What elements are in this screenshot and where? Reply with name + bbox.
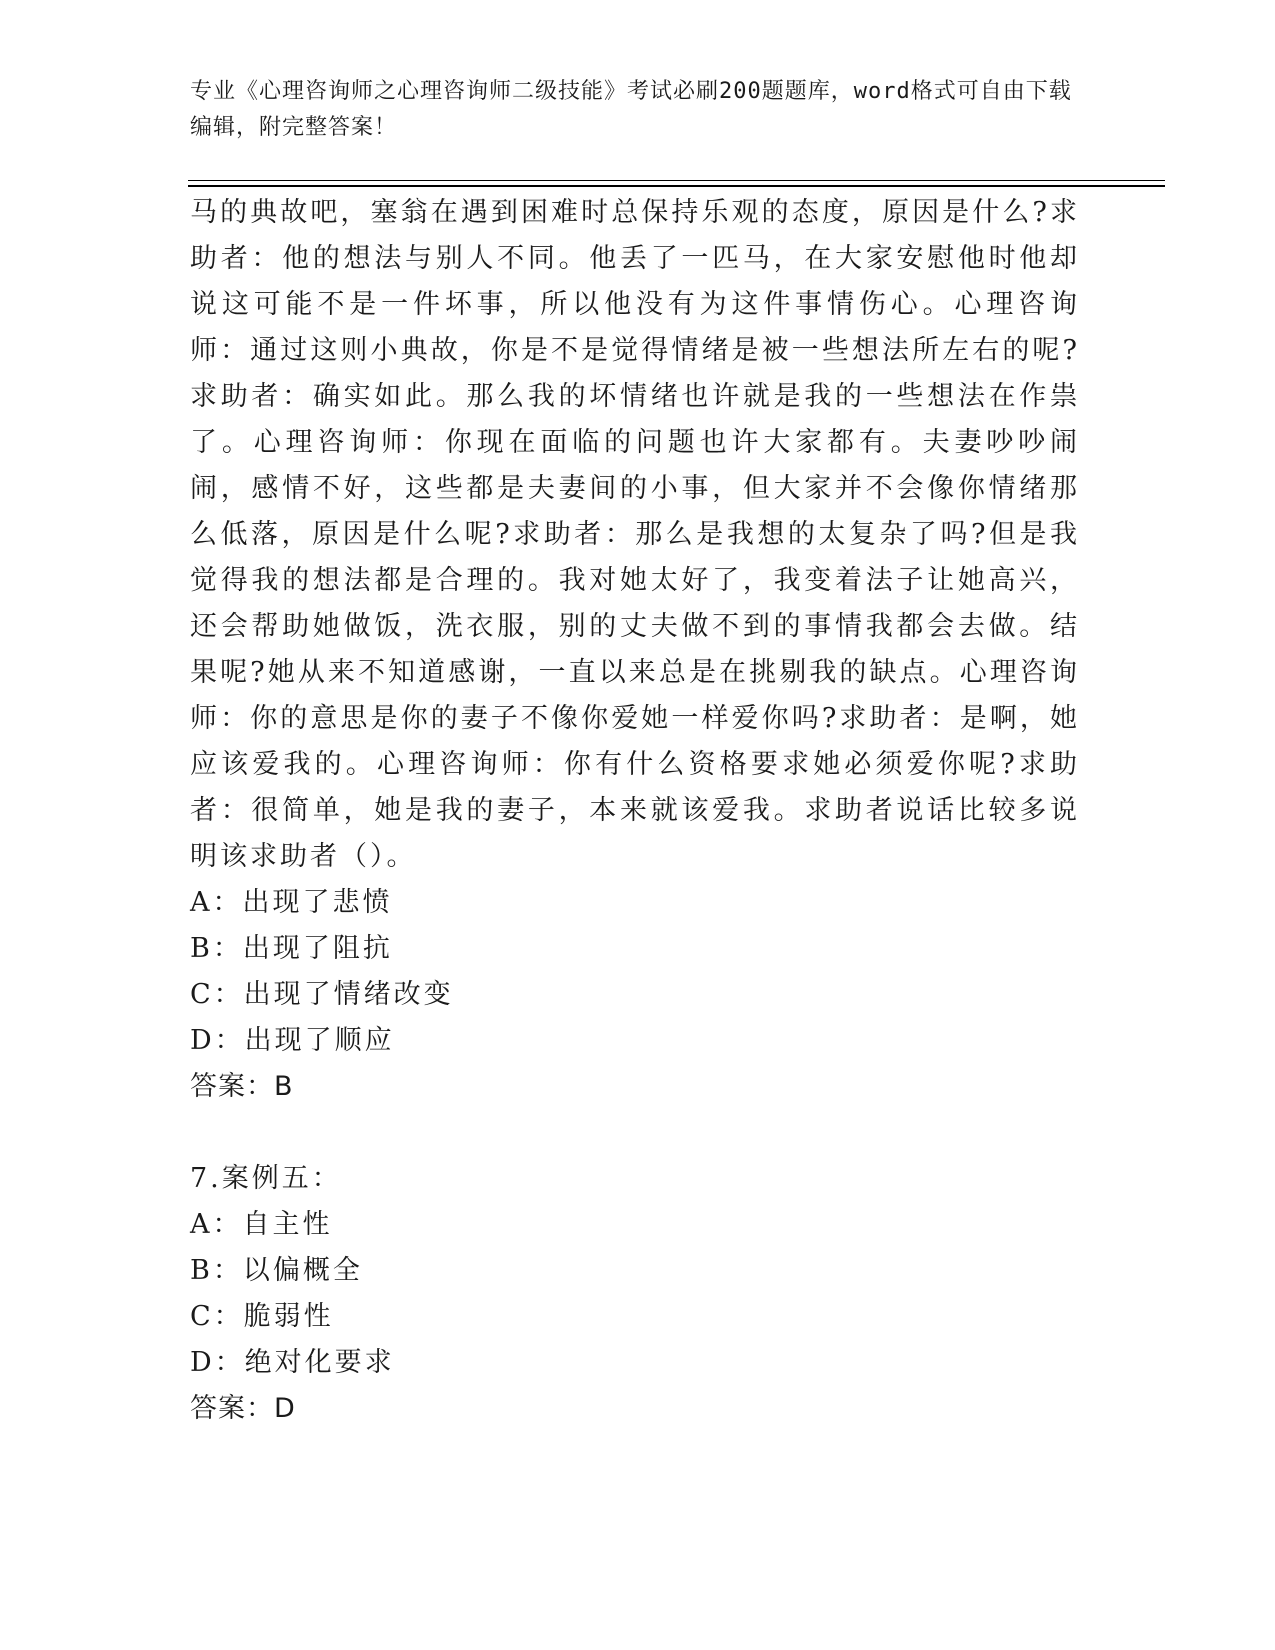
question-7-stem: 7.案例五： — [190, 1163, 342, 1194]
question-6-option-a: A：出现了悲愤 — [190, 887, 393, 918]
question-7-option-d: D：绝对化要求 — [190, 1347, 395, 1378]
question-7-answer: 答案：D — [190, 1393, 296, 1424]
question-spacer — [190, 1110, 1080, 1156]
document-body — [190, 190, 1080, 1432]
header-divider-thick — [188, 185, 1165, 187]
question-6-stem: 马的典故吧，塞翁在遇到困难时总保持乐观的态度，原因是什么?求助者：他的想法与别人不同。他丢了一匹马，在大家安慰他时他却说这可能不是一件坏事，所以他没有为这件事情伤心。心理咨询师：通过这则小典故，你是不是觉得情绪是被一些想法所左右的呢?求助者：确实如此。那么我的坏情绪也许就是我的一些想法在作祟了。心理咨询师：你现在面临的问题也许大家都有。夫妻吵吵闹闹，感情不好，这些都是夫妻间的小事，但大家并不会像你情绪那么低落，原因是什么呢?求助者：那么是我想的太复杂了吗?但是我觉得我的想法都是合理的。我对她太好了，我变着法子让她高兴，还会帮助她做饭，洗衣服，别的丈夫做不到的事情我都会去做。结果呢?她从来不知道感谢，一直以来总是在挑剔我的缺点。心理咨询师：你的意思是你的妻子不像你爱她一样爱你吗?求助者：是啊，她应该爱我的。心理咨询师：你有什么资格要求她必须爱你呢?求助者：很简单，她是我的妻子，本来就该爱我。求助者说话比较多说明该求助者（）。 — [190, 197, 1080, 872]
header-divider-thin — [188, 180, 1165, 181]
question-6-option-d: D：出现了顺应 — [190, 1025, 395, 1056]
question-6-option-b: B：出现了阻抗 — [190, 933, 393, 964]
question-7-option-a: A：自主性 — [190, 1209, 333, 1240]
page-header: 专业《心理咨询师之心理咨询师二级技能》考试必刷200题题库，word格式可自由下载编辑，附完整答案！ — [190, 79, 1072, 140]
question-6-answer: 答案：B — [190, 1071, 294, 1102]
question-7-option-b: B：以偏概全 — [190, 1255, 363, 1286]
question-6-option-c: C：出现了情绪改变 — [190, 979, 454, 1010]
question-7-option-c: C：脆弱性 — [190, 1301, 334, 1332]
